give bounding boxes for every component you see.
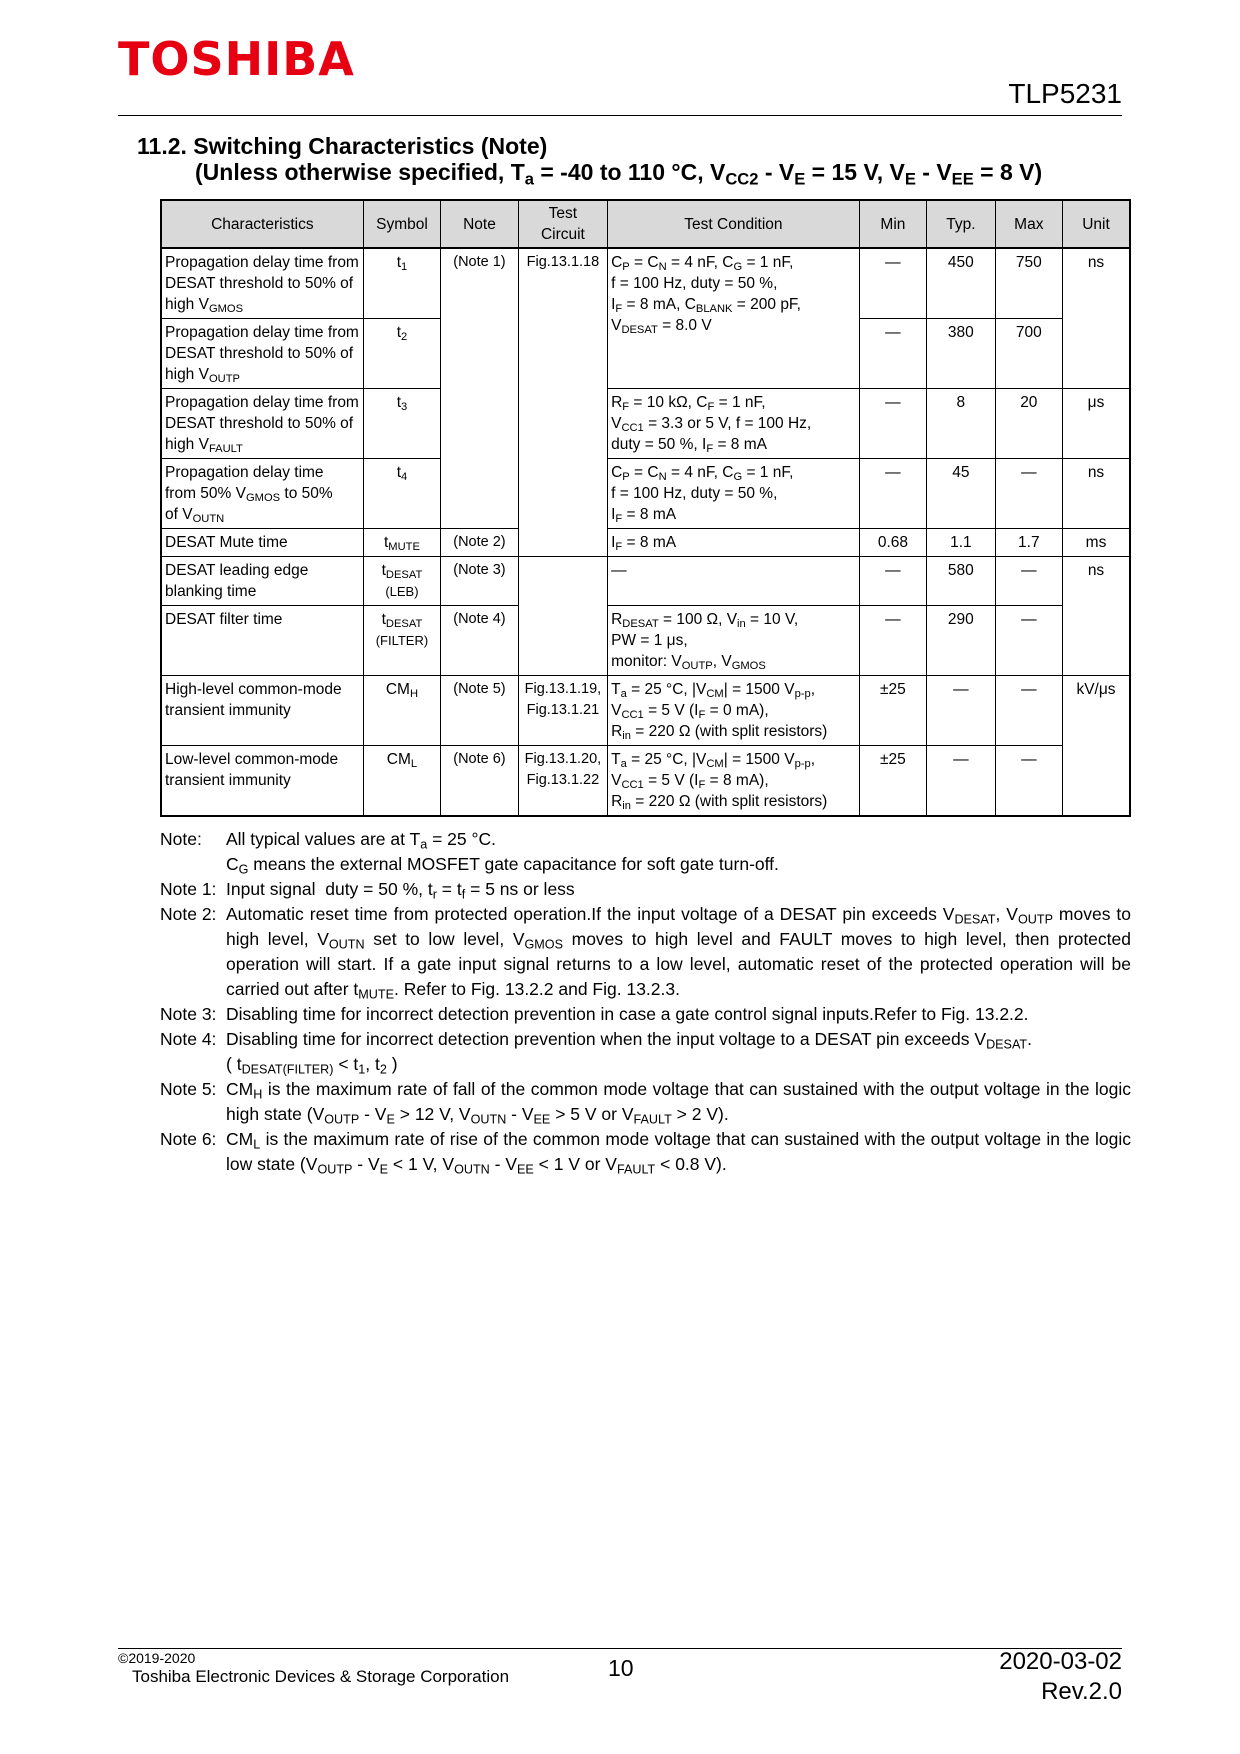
note-text: All typical values are at $T_a = 25$ °C. $C_G$ means the external MOSFET gate capacitance for soft gate turn-off. <box>226 829 779 877</box>
header-note: Note <box>441 200 519 248</box>
note-label: Note 2: <box>160 904 217 924</box>
symbol-cell: $t_2$ <box>363 319 441 389</box>
header-test-circuit <box>518 200 607 248</box>
test-circuit-cell: Fig.13.1.19, Fig.13.1.21 <box>518 676 607 746</box>
note-label: Note 5: <box>160 1079 217 1099</box>
min-cell: — <box>859 557 926 606</box>
part-number: TLP5231 <box>1008 78 1122 109</box>
characteristic-cell: Propagation delay time from DESAT threshold to 50% of high $V_{OUTP}$ <box>161 319 363 389</box>
unit-cell: μs <box>1063 389 1130 459</box>
min-cell: ±25 <box>859 746 926 817</box>
test-condition-cell: $C_P = C_N = 4$ nF, $C_G = 1$ nF, f = 100 Hz, duty = 50 %, $I_F = 8$ mA <box>608 459 860 529</box>
table-row <box>161 557 1130 606</box>
header-max: Max <box>995 200 1062 248</box>
note-cell: (Note 1) <box>441 248 519 529</box>
note-text: Automatic reset time from protected operation.If the input voltage of a DESAT pin exceeds $V_{DESAT}$, $V_{OUTP}$ moves to high level, $V_{OUTN}$ set to low level, $V_{GMOS}$ moves to high level and FAULT moves to high level, then protected operation will start. If a gate input signal returns to a low level, automatic reset of the protected operation will be carried out after $t_{MUTE}$. Refer to Fig. 13.2.2 and Fig. 13.2.3. <box>226 904 1131 1002</box>
header-test-condition: Test Condition <box>608 200 860 248</box>
company-name: Toshiba Electronic Devices & Storage Corporation <box>132 1667 510 1686</box>
symbol-cell: $t_3$ <box>363 389 441 459</box>
characteristic-cell: DESAT filter time <box>161 606 363 676</box>
document-revision: Rev.2.0 <box>1041 1678 1122 1705</box>
typ-cell: 1.1 <box>927 529 996 557</box>
table-header-row <box>161 200 1130 248</box>
table-row <box>161 676 1130 746</box>
test-circuit-cell: Fig.13.1.18 <box>518 248 607 557</box>
characteristic-cell: Low-level common-mode transient immunity <box>161 746 363 817</box>
max-cell: 700 <box>995 319 1062 389</box>
min-cell: — <box>859 606 926 676</box>
test-condition-cell: $R_F = 10$ kΩ, $C_F = 1$ nF, $V_{CC1} = 3.3$ or 5 V, f = 100 Hz, duty = 50 %, $I_F = 8$ mA <box>608 389 860 459</box>
max-cell: — <box>995 459 1062 529</box>
table-row <box>161 459 1130 529</box>
characteristic-cell: Propagation delay time from DESAT threshold to 50% of high $V_{GMOS}$ <box>161 248 363 319</box>
note-4 <box>160 1027 1131 1077</box>
typ-cell: — <box>927 676 996 746</box>
note-cell: (Note 4) <box>441 606 519 676</box>
min-cell: 0.68 <box>859 529 926 557</box>
symbol-cell: $t_{MUTE}$ <box>363 529 441 557</box>
note-cell: (Note 5) <box>441 676 519 746</box>
header-divider <box>118 115 1122 116</box>
characteristic-cell: DESAT leading edge blanking time <box>161 557 363 606</box>
note-cell: (Note 3) <box>441 557 519 606</box>
table-row <box>161 248 1130 319</box>
note-text: Disabling time for incorrect detection prevention when the input voltage to a DESAT pin exceeds $V_{DESAT}$. ( $t_{DESAT(FILTER)} < t_1$, $t_2$ ) <box>226 1029 1032 1077</box>
note-1 <box>160 877 1131 902</box>
header-test-circuit-2: Circuit <box>540 226 585 243</box>
switching-characteristics-table <box>160 199 1131 817</box>
test-circuit-cell <box>518 557 607 676</box>
min-cell: — <box>859 319 926 389</box>
table-row <box>161 746 1130 817</box>
table-row <box>161 389 1130 459</box>
test-circuit-cell: Fig.13.1.20, Fig.13.1.22 <box>518 746 607 817</box>
note-text: $CM_L$ is the maximum rate of rise of the common mode voltage that can sustained with the output voltage in the logic low state ($V_{OUTP} - V_E < 1$ V, $V_{OUTN} - V_{EE} < 1$ V or $V_{FAULT} < 0.8$ V). <box>226 1129 1131 1177</box>
note-label: Note 3: <box>160 1004 217 1024</box>
max-cell: — <box>995 676 1062 746</box>
header-test-circuit-1: Test <box>548 205 578 222</box>
characteristic-cell: High-level common-mode transient immunity <box>161 676 363 746</box>
header-typ: Typ. <box>927 200 996 248</box>
note-label: Note 1: <box>160 879 217 899</box>
header-unit: Unit <box>1063 200 1130 248</box>
min-cell: — <box>859 459 926 529</box>
typ-cell: 580 <box>927 557 996 606</box>
test-condition-cell: $T_a = 25$ °C, $|V_{CM}| = 1500$ $V_{p-p}$, $V_{CC1} = 5$ V ($I_F = 8$ mA), $R_{in} = 220$ Ω (with split resistors) <box>608 746 860 817</box>
note-label: Note: <box>160 829 202 849</box>
note-label: Note 4: <box>160 1029 217 1049</box>
footer-divider <box>118 1648 1122 1649</box>
characteristic-cell: DESAT Mute time <box>161 529 363 557</box>
max-cell: 750 <box>995 248 1062 319</box>
copyright: ©2019-2020 <box>118 1650 196 1666</box>
test-condition-cell: $R_{DESAT} = 100$ Ω, $V_{in} = 10$ V, PW = 1 μs, monitor: $V_{OUTP}$, $V_{GMOS}$ <box>608 606 860 676</box>
toshiba-logo: TOSHIBA <box>118 32 355 86</box>
test-condition-cell: $I_F = 8$ mA <box>608 529 860 557</box>
test-condition-cell: $C_P = C_N = 4$ nF, $C_G = 1$ nF, f = 100 Hz, duty = 50 %, $I_F = 8$ mA, $C_{BLANK} = 200$ pF, $V_{DESAT} = 8.0$ V <box>608 248 860 389</box>
typ-cell: 45 <box>927 459 996 529</box>
typ-cell: 8 <box>927 389 996 459</box>
symbol-cell: $CM_H$ <box>363 676 441 746</box>
header-characteristics: Characteristics <box>161 200 363 248</box>
max-cell: 1.7 <box>995 529 1062 557</box>
max-cell: — <box>995 557 1062 606</box>
max-cell: — <box>995 746 1062 817</box>
note-text: $CM_H$ is the maximum rate of fall of the common mode voltage that can sustained with the output voltage in the logic high state ($V_{OUTP} - V_E > 12$ V, $V_{OUTN} - V_{EE} > 5$ V or $V_{FAULT} > 2$ V). <box>226 1079 1131 1127</box>
unit-cell: ns <box>1063 459 1130 529</box>
unit-cell: ms <box>1063 529 1130 557</box>
max-cell: — <box>995 606 1062 676</box>
note-2 <box>160 902 1131 1002</box>
min-cell: — <box>859 389 926 459</box>
notes-section <box>160 827 1131 1177</box>
section-title <box>137 133 1043 189</box>
note-cell: (Note 6) <box>441 746 519 817</box>
typ-cell: 450 <box>927 248 996 319</box>
typ-cell: — <box>927 746 996 817</box>
note-text: Input signal duty = 50 %, $t_r = t_f = 5$ ns or less <box>226 879 575 902</box>
symbol-cell: $t_{DESAT}$ (FILTER) <box>363 606 441 676</box>
section-title-line1: 11.2. Switching Characteristics (Note) <box>137 133 548 159</box>
table-row <box>161 606 1130 676</box>
note-6 <box>160 1127 1131 1177</box>
symbol-cell: $t_1$ <box>363 248 441 319</box>
symbol-cell: $t_{DESAT}$ (LEB) <box>363 557 441 606</box>
note-cell: (Note 2) <box>441 529 519 557</box>
min-cell: ±25 <box>859 676 926 746</box>
typ-cell: 290 <box>927 606 996 676</box>
note-label: Note 6: <box>160 1129 217 1149</box>
note-3 <box>160 1002 1131 1027</box>
document-date: 2020-03-02 <box>999 1648 1122 1675</box>
page-number: 10 <box>608 1655 634 1681</box>
table-row <box>161 529 1130 557</box>
symbol-cell: $t_4$ <box>363 459 441 529</box>
unit-cell: ns <box>1063 557 1130 676</box>
note-general <box>160 827 1131 877</box>
test-condition-cell: $T_a = 25$ °C, $|V_{CM}| = 1500$ $V_{p-p}$, $V_{CC1} = 5$ V ($I_F = 0$ mA), $R_{in} = 220$ Ω (with split resistors) <box>608 676 860 746</box>
characteristic-cell: Propagation delay time from DESAT threshold to 50% of high $V_{FAULT}$ <box>161 389 363 459</box>
min-cell: — <box>859 248 926 319</box>
header-symbol: Symbol <box>363 200 441 248</box>
max-cell: 20 <box>995 389 1062 459</box>
unit-cell: kV/μs <box>1063 676 1130 817</box>
section-title-line2: (Unless otherwise specified, $T_a = -40$ to 110 °C, $V_{CC2} - V_E = 15$ V, $V_E - V_{EE} = 8$ V) <box>195 159 1043 189</box>
characteristic-cell: Propagation delay time from 50% $V_{GMOS}$ to 50% of $V_{OUTN}$ <box>161 459 363 529</box>
header-min: Min <box>859 200 926 248</box>
note-text: Disabling time for incorrect detection prevention in case a gate control signal inputs.Refer to Fig. 13.2.2. <box>226 1004 1029 1024</box>
note-5 <box>160 1077 1131 1127</box>
unit-cell: ns <box>1063 248 1130 389</box>
symbol-cell: $CM_L$ <box>363 746 441 817</box>
test-condition-cell: — <box>608 557 860 606</box>
typ-cell: 380 <box>927 319 996 389</box>
